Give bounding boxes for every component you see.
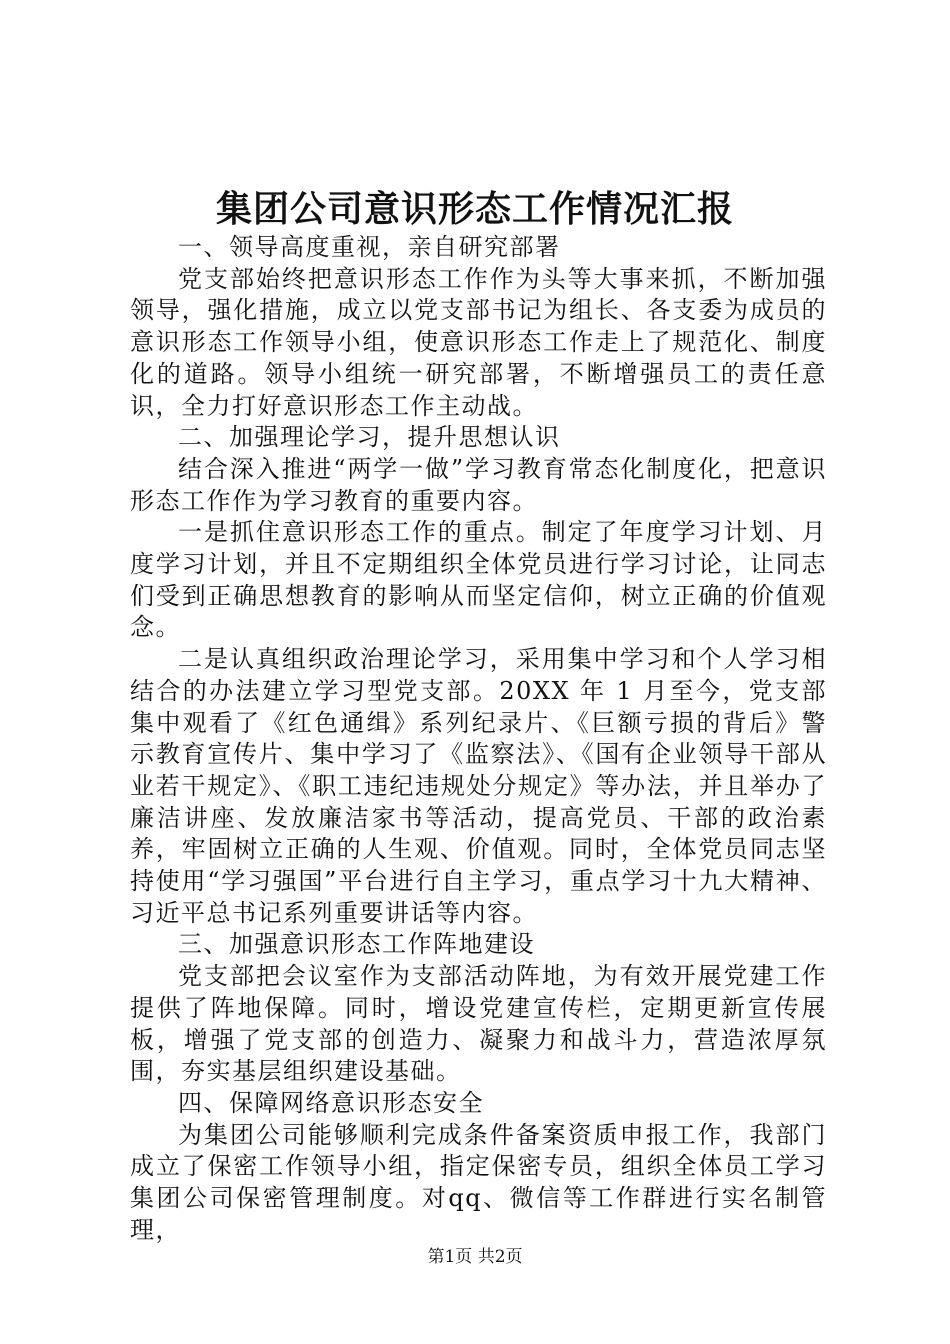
paragraph-3: 一是抓住意识形态工作的重点。制定了年度学习计划、月度学习计划，并且不定期组织全体党员进行学习讨论，让同志们受到正确思想教育的影响从而坚定信仰，树立正确的价值观念。 [130,518,827,642]
paragraph-1: 党支部始终把意识形态工作作为头等大事来抓，不断加强领导，强化措施，成立以党支部书记为组长、各支委为成员的意识形态工作领导小组，使意识形态工作走上了规范化、制度化的道路。领导小组统一研究部署，不断增强员工的责任意识，全力打好意识形态工作主动战。 [130,264,827,420]
section-heading-2: 二、加强理论学习，提升思想认识 [178,423,561,452]
section-heading-4: 四、保障网络意识形态安全 [178,1088,484,1117]
paragraph-6: 为集团公司能够顺利完成条件备案资质申报工作，我部门成立了保密工作领导小组，指定保密专员，组织全体员工学习集团公司保密管理制度。对qq、微信等工作群进行实名制管理， [130,1120,827,1244]
section-heading-1: 一、领导高度重视，亲自研究部署 [178,233,561,261]
document-body [130,232,827,1247]
document-title: 集团公司意识形态工作情况汇报 [215,188,734,230]
paragraph-5: 党支部把会议室作为支部活动阵地，为有效开展党建工作提供了阵地保障。同时，增设党建宣传栏，定期更新宣传展板，增强了党支部的创造力、凝聚力和战斗力，营造浓厚氛围，夯实基层组织建设基础。 [130,962,827,1086]
paragraph-4: 二是认真组织政治理论学习，采用集中学习和个人学习相结合的办法建立学习型党支部。20XX 年 1 月至今，党支部集中观看了《红色通缉》系列纪录片、《巨额亏损的背后》警示教育宣传片、集中学习了《监察法》、《国有企业领导干部从业若干规定》、《职工违纪违规处分规定》等办法，并且举办了廉洁讲座、发放廉洁家书等活动，提高党员、干部的政治素养，牢固树立正确的人生观、价值观。同时，全体党员同志坚持使用“学习强国”平台进行自主学习，重点学习十九大精神、习近平总书记系列重要讲话等内容。 [130,645,827,927]
section-heading-3: 三、加强意识形态工作阵地建设 [178,930,535,959]
paragraph-2: 结合深入推进“两学一做”学习教育常态化制度化，把意识形态工作作为学习教育的重要内容。 [130,454,827,515]
page-footer: 第1页 共2页 [427,1247,523,1267]
